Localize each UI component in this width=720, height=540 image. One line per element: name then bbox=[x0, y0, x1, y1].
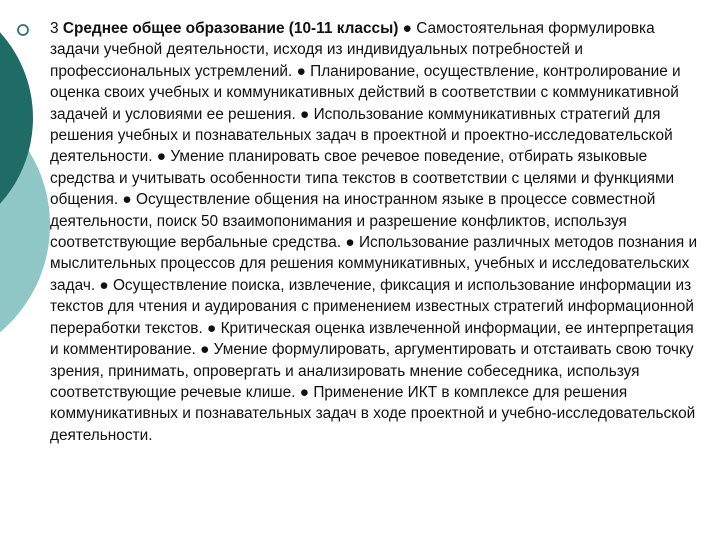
slide-content bbox=[16, 18, 706, 446]
slide-number-prefix: 3 bbox=[50, 20, 59, 37]
hollow-circle-bullet-icon bbox=[16, 18, 50, 42]
slide-heading: Среднее общее образование (10-11 классы) bbox=[62, 20, 399, 37]
slide-body: ● Самостоятельная формулировка задачи учебной деятельности, исходя из индивидуальных потребностей и профессиональных устремлений. ● Планирование, осуществление, контролирование и оценка своих учебных и коммуникативных действий в соответствии с коммуникативной задачей и условиями ее решения. ● Использование коммуникативных стратегий для решения учебных и познавательных задач в проектной и проектно-исследовательской деятельности. ● Умение планировать свое речевое поведение, отбирать языковые средства и учитывать особенности типа текстов в соответствии с целями и функциями общения. ● Осуществление общения на иностранном языке в процессе совместной деятельности, поиск 50 взаимопонимания и разрешение конфликтов, используя соответствующие вербальные средства. ● Использование различных методов познания и мыслительных процессов для решения коммуникативных, учебных и исследовательских задач. ● Осуществление поиска, извлечение, фиксация и использование информации из текстов для чтения и аудирования с применением известных стратегий информационной переработки текстов. ● Критическая оценка извлеченной информации, ее интерпретация и комментирование. ● Умение формулировать, аргументировать и отстаивать свою точку зрения, принимать, опровергать и анализировать мнение собеседника, используя соответствующие речевые клише. ● Применение ИКТ в комплексе для решения коммуникативных и познавательных задач в ходе проектной и учебно-исследовательской деятельности. bbox=[50, 20, 698, 444]
slide-body-text bbox=[50, 18, 706, 446]
